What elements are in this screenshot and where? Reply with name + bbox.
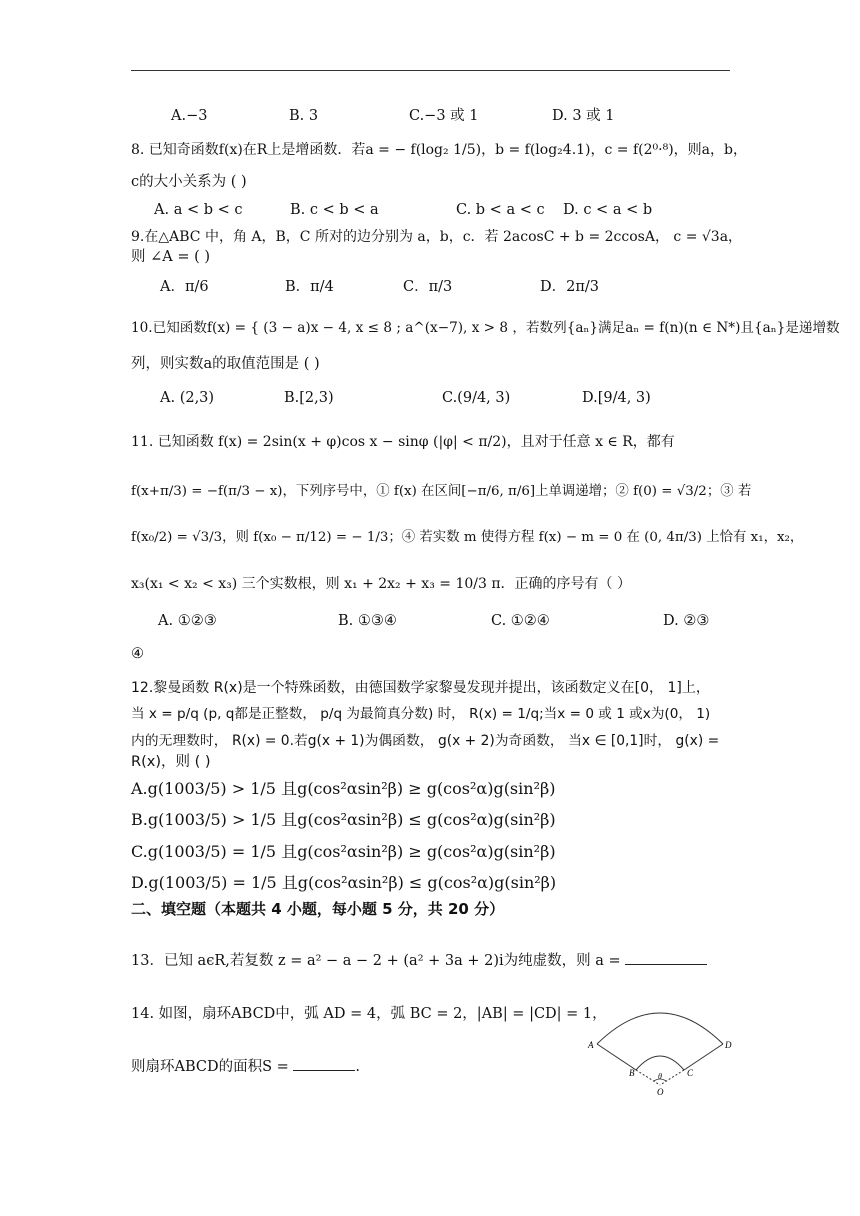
arc-bc [636, 1056, 684, 1070]
q7-option-a: A.−3 [171, 108, 208, 124]
q14-stem-line2: 则扇环ABCD的面积S = . [131, 1056, 360, 1077]
q12-option-b: B.g(1003/5) > 1/5 且g(cos²αsin²β) ≤ g(cos²α)g(sin²β) [131, 810, 556, 829]
radius-oc [660, 1070, 684, 1085]
q12-stem-line2: 当 x = p/q (p, q都是正整数， p/q 为最简真分数) 时， R(x) = 1/q;当x = 0 或 1 或x为(0， 1) [131, 706, 711, 722]
q11-option-d: D. ②③ [663, 613, 710, 629]
section-fill-in-title: 二、填空题（本题共 4 小题，每小题 5 分，共 20 分） [131, 900, 505, 918]
q10-stem-line2: 列，则实数a的取值范围是 ( ) [131, 356, 320, 372]
header-rule [131, 70, 730, 71]
q10-option-d: D.[9/4, 3) [582, 390, 651, 406]
segment-ab [597, 1044, 636, 1070]
q9-option-a: A．π/6 [160, 279, 209, 295]
q7-option-b: B. 3 [289, 108, 319, 124]
q11-stem-line2: f(x+π/3) = −f(π/3 − x)，下列序号中，① f(x) 在区间[−π/6, π/6]上单调递增；② f(0) = √3/2；③ 若 [131, 484, 752, 499]
q8-option-d: D. c < a < b [563, 202, 653, 218]
q13-text: 13．已知 aϵR,若复数 z = a² − a − 2 + (a² + 3a + 2)i为纯虚数，则 a = [131, 953, 626, 969]
q11-stem-line1: 11. 已知函数 f(x) = 2sin(x + φ)cos x − sinφ (|φ| < π/2)，且对于任意 x ∈ R，都有 [131, 434, 675, 450]
q10-option-b: B.[2,3) [284, 390, 334, 406]
q10-option-a: A. (2,3) [160, 390, 215, 406]
q12-option-a: A.g(1003/5) > 1/5 且g(cos²αsin²β) ≥ g(cos²α)g(sin²β) [131, 779, 556, 798]
label-b: B [629, 1068, 635, 1078]
q14-answer-blank [293, 1056, 355, 1071]
q9-option-d: D．2π/3 [540, 279, 599, 295]
label-c: C [687, 1068, 694, 1078]
q7-option-d: D. 3 或 1 [552, 108, 615, 124]
q11-option-b: B. ①③④ [338, 613, 397, 629]
q9-option-b: B．π/4 [285, 279, 334, 295]
q8-option-b: B. c < b < a [290, 202, 379, 218]
q10-option-c: C.(9/4, 3) [442, 390, 511, 406]
annular-sector-figure [585, 1000, 735, 1100]
q9-stem-line1: 9.在△ABC 中，角 A，B，C 所对的边分别为 a，b，c．若 2acosC + b = 2ccosA， c = √3a， [131, 229, 743, 245]
q8-stem-line1: 8. 已知奇函数f(x)在R上是增函数．若a = − f(log₂ 1/5)，b = f(log₂4.1)，c = f(2⁰·⁸)，则a，b， [131, 142, 747, 158]
q11-option-a: A. ①②③ [158, 613, 217, 629]
q7-option-c: C.−3 或 1 [409, 108, 479, 124]
q11-stem-line4: x₃(x₁ < x₂ < x₃) 三个实数根，则 x₁ + 2x₂ + x₃ = 10/3 π．正确的序号有（ ） [131, 576, 631, 592]
q14-text: 则扇环ABCD的面积S = [131, 1059, 294, 1075]
label-o: O [657, 1087, 664, 1097]
q12-stem-line1: 12.黎曼函数 R(x)是一个特殊函数，由德国数学家黎曼发现并提出，该函数定义在[0， 1]上， [131, 680, 710, 696]
q13-answer-blank [625, 950, 707, 965]
arc-ad [597, 1013, 723, 1044]
q12-option-d: D.g(1003/5) = 1/5 且g(cos²αsin²β) ≤ g(cos²α)g(sin²β) [131, 873, 557, 892]
label-a: A [588, 1040, 594, 1050]
q11-option-c: C. ①②④ [491, 613, 550, 629]
q9-option-c: C．π/3 [403, 279, 453, 295]
q11-option-d-wrap: ④ [131, 646, 144, 662]
q9-stem-line2: 则 ∠A = ( ) [131, 249, 211, 265]
radius-ob [636, 1070, 660, 1085]
segment-cd [684, 1044, 723, 1070]
q12-option-c: C.g(1003/5) = 1/5 且g(cos²αsin²β) ≥ g(cos²α)g(sin²β) [131, 842, 556, 861]
q14-stem-line1: 14. 如图，扇环ABCD中，弧 AD = 4，弧 BC = 2，|AB| = |CD| = 1， [131, 1006, 607, 1022]
q8-option-a: A. a < b < c [154, 202, 243, 218]
q13-stem [131, 950, 707, 971]
q8-option-c: C. b < a < c [456, 202, 545, 218]
q11-stem-line3: f(x₀/2) = √3/3，则 f(x₀ − π/12) = − 1/3；④ 若实数 m 使得方程 f(x) − m = 0 在 (0, 4π/3) 上恰有 x₁，x₂， [131, 530, 804, 545]
q10-stem-line1: 10.已知函数f(x) = { (3 − a)x − 4, x ≤ 8 ; a^(x−7), x > 8 ，若数列{aₙ}满足aₙ = f(n)(n ∈ N*)且{aₙ}是递增数 [131, 320, 840, 336]
q8-stem-line2: c的大小关系为 ( ) [131, 174, 247, 190]
q12-stem-line3: 内的无理数时， R(x) = 0.若g(x + 1)为偶函数， g(x + 2)为奇函数， 当x ∈ [0,1]时， g(x) = [131, 733, 720, 749]
label-theta: θ [658, 1072, 662, 1081]
label-d: D [725, 1040, 732, 1050]
q12-stem-line4: R(x)，则 ( ) [131, 754, 211, 770]
